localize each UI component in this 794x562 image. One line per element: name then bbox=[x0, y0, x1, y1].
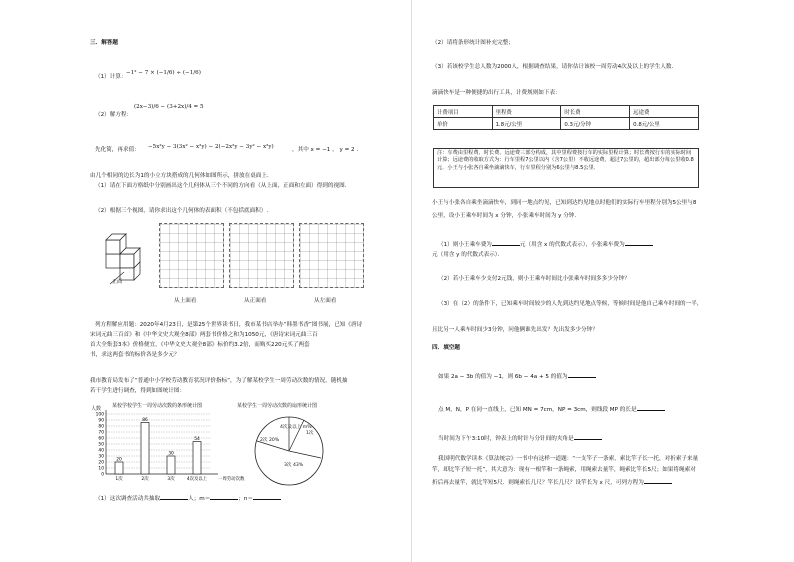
pie-chart-title: 某校学生一周劳动次数的扇形统计图 bbox=[237, 403, 318, 409]
taxi-q1-text: （1）则小王乘车费为 bbox=[438, 242, 492, 248]
fee-note: 注：车费由里程费、时长费、远途费三部分构成，其中里程费按行车的实际里程计算；时长费按行车的实际时间计算；远途费的收取方式为：行车里程7公里以内（含7公里）不收远途费，超过7公里的，超出部分每公里收0.8元．小王与小张各自乘坐滴滴快车，行车里程分别为6公里与8.5公里． bbox=[433, 148, 699, 188]
y-tick-label: 20 bbox=[98, 460, 104, 466]
taxi-line-2: 公里，设小王乘车时间为 x 分钟，小张乘车时间为 y 分钟. bbox=[432, 213, 577, 219]
fee-header-mileage: 里程费 bbox=[492, 106, 561, 118]
cubes-question-1: （1）请在下面方格纸中分别画出这个几何体从三个不同的方向看（从上面，正面和左面）得到的视图． bbox=[95, 183, 351, 189]
pie-label-4plus: 4次及以上 m% bbox=[280, 425, 312, 430]
fee-cell-mileage: 1.8元/公里 bbox=[492, 118, 561, 130]
bar-3次 bbox=[167, 456, 175, 474]
taxi-intro: 滴滴快车是一种便捷的出行工具，计费规则如下表： bbox=[432, 90, 561, 96]
answer-blank[interactable] bbox=[160, 494, 188, 500]
q2-complete-bar: （2）请将条形统计图补充完整； bbox=[432, 40, 514, 46]
fee-cell-unit: 单价 bbox=[434, 118, 493, 130]
grid-top-view[interactable] bbox=[159, 223, 224, 288]
taxi-q3-line-2-text: 且比另一人乘车时间少3 bbox=[432, 327, 492, 333]
bar-chart-title: 某校学校学生一周劳动次数的条形统计图 bbox=[112, 403, 203, 409]
taxi-line-1: 小王与小张各自乘坐滴滴快车，到同一地点约见，已知到达约见地点时他们的实际行车里程分别为5公里与8 bbox=[432, 200, 697, 206]
bar-value-label: 30 bbox=[168, 451, 174, 457]
taxi-q3-line-2 bbox=[432, 327, 598, 334]
fee-table bbox=[433, 105, 699, 130]
fill-q4-line-1: 我国明代数学读本《算法统宗》一书中有这样一道题：“一支竿子一条索，索比竿子长一托，对折索子来量 bbox=[438, 456, 699, 462]
y-tick-label: 50 bbox=[98, 442, 104, 448]
answer-blank[interactable] bbox=[492, 240, 520, 246]
bar-value-label: 86 bbox=[142, 417, 148, 423]
y-tick-label: 80 bbox=[98, 424, 104, 430]
bar-value-label: 54 bbox=[194, 437, 200, 443]
y-tick-label: 90 bbox=[98, 418, 104, 424]
fill-q1 bbox=[438, 372, 596, 381]
fill-q2 bbox=[438, 405, 665, 414]
cubes-intro: 由几个相同的边长为1的小立方块搭成的几何体如图所示，拼放在桌面上． bbox=[90, 173, 273, 179]
simplify-text: 先化简，再求值： bbox=[95, 147, 140, 153]
section-heading-fill: 四．填空题 bbox=[432, 345, 460, 351]
taxi-q2: （2）若小王乘车少支付2元钱，则小王乘车时间比小张乘车时间多多少分钟？ bbox=[438, 276, 630, 282]
labor-line-2: 若干学生进行调查，得到如图统计图： bbox=[90, 388, 186, 394]
caption-top-view: 从上面看 bbox=[174, 298, 197, 304]
q3-estimate: （3）若该校学生总人数为2000人，根据调查结果，请你估计该校一周劳动4次及以上的学生人数． bbox=[432, 64, 678, 70]
front-label: 正面 bbox=[112, 279, 123, 285]
fill-q3-text: 当时间为下午3:10时，钟表上的时针与分针间的夹角是 bbox=[438, 436, 574, 442]
x-tick-label: 1次 bbox=[115, 477, 123, 482]
fill-q4-line-3 bbox=[432, 478, 672, 487]
reading-line-2: 宋词元曲三百首》和《中华文史大观全8部》两套书价格之和为1050元，《唐诗宋词元曲三百 bbox=[90, 332, 318, 338]
y-tick-label: 0 bbox=[101, 472, 104, 478]
solve-label: （2）解方程： bbox=[95, 112, 133, 118]
taxi-q1 bbox=[438, 240, 653, 249]
y-tick-label: 40 bbox=[98, 448, 104, 454]
bar-1次 bbox=[115, 462, 123, 474]
pie-label-1: 1次 bbox=[306, 431, 314, 436]
pie-label-3: 3次 43% bbox=[284, 463, 304, 468]
x-tick-label: 3次 bbox=[167, 477, 175, 482]
y-tick-label: 10 bbox=[98, 466, 104, 472]
reading-line-4: 书，求这两套书的标价各是多少元？ bbox=[90, 352, 180, 358]
labor-question-1-text: （1）这次调查活动共抽取 bbox=[95, 496, 161, 502]
answer-blank[interactable] bbox=[253, 494, 281, 500]
y-tick-label: 70 bbox=[98, 430, 104, 436]
cube-solid-figure bbox=[98, 226, 156, 288]
fee-header-distance: 远途费 bbox=[630, 106, 699, 118]
fill-q4-line-2: 竿，却比竿子短一托”，其大意为：现有一根竿和一条绳索，用绳索去量竿，绳索比竿长5尺；如果将绳索对 bbox=[432, 467, 696, 473]
grid-left-view[interactable] bbox=[299, 223, 364, 288]
calc-expression: −1² − 7 × (−1/6) ÷ (−1/6) bbox=[126, 70, 201, 76]
x-tick-label: 2次 bbox=[141, 477, 149, 482]
solve-expression: (2x−3)/6 − (3+2x)/4 = 5 bbox=[134, 104, 204, 110]
answer-blank[interactable] bbox=[574, 434, 602, 440]
bar-value-label: 20 bbox=[116, 457, 122, 463]
bar-chart bbox=[88, 410, 245, 486]
taxi-q3-line-1: （3）在（2）的条件下，已知乘车时间较少的人先到达约见地点等候，等候时间是他自己乘车时间的一半， bbox=[438, 301, 703, 307]
reading-line-3: 首大全集套3本》价格便宜，《中华文史大观全8部》标价约3.2倍，而购买220元买了两套 bbox=[90, 342, 310, 348]
fee-cell-time: 0.3元/分钟 bbox=[561, 118, 630, 130]
fill-q3 bbox=[438, 434, 602, 443]
answer-blank[interactable] bbox=[644, 478, 672, 484]
y-tick-label: 30 bbox=[98, 454, 104, 460]
bar-2次 bbox=[141, 422, 149, 474]
simplify-expression: −5x²y − 3(3x² − x²y) − 2(−2x²y − 3y² − x²y) bbox=[148, 144, 274, 150]
bar-4次及以上 bbox=[193, 442, 201, 474]
fill-q4-line-3-text: 折后再去量竿，就比竿短5尺．则绳索长几尺？竿长几尺？设竿长为 x 尺，可列方程为 bbox=[432, 480, 644, 486]
answer-blank[interactable] bbox=[568, 372, 596, 378]
labor-question-1-end: ；n＝ bbox=[238, 496, 254, 502]
fee-header-time: 时长费 bbox=[561, 106, 630, 118]
answer-blank[interactable] bbox=[210, 494, 238, 500]
calc-label: （1）计算： bbox=[95, 74, 127, 80]
bar-y-axis-label: 人数 bbox=[91, 406, 102, 412]
labor-line-1: 我市教育局发布了“普通中小学校劳动教育状况评价指标”，为了解某校学生一周劳动次数的情况，随机抽 bbox=[90, 378, 348, 384]
cubes-question-2: （2）根据三个视图，请你求出这个几何体的表面积（不包括底面积）. bbox=[95, 208, 269, 214]
labor-question-1 bbox=[95, 494, 281, 503]
caption-front-view: 从正面看 bbox=[244, 298, 267, 304]
reading-line-1: 列方程解应用题：2020年4月23日，是第25个世界读书日，我市某书店举办“韩墨书香”图书展，已知《唐诗 bbox=[95, 322, 363, 328]
y-tick-label: 60 bbox=[98, 436, 104, 442]
taxi-q3-line-2-tail: 分钟，问他俩谁先出发？先出发多少分钟？ bbox=[491, 327, 598, 333]
x-axis-label: 一周劳动次数 bbox=[218, 477, 245, 482]
simplify-condition: ，其中 x = −1 ， y = 2 . bbox=[292, 147, 359, 153]
labor-question-1-mid: 人；m＝ bbox=[188, 496, 211, 502]
column-divider bbox=[411, 0, 412, 562]
pie-label-2: 2次 20% bbox=[260, 438, 280, 443]
taxi-q1-mid: 元（用含 x 的代数式表示），小张乘车费为 bbox=[519, 242, 625, 248]
y-tick-label: 100 bbox=[95, 412, 104, 418]
fee-header-item: 计费项目 bbox=[434, 106, 493, 118]
x-tick-label: 4次及以上 bbox=[186, 477, 208, 482]
section-heading-solutions: 三．解答题 bbox=[90, 40, 118, 46]
fee-cell-distance: 0.8元/公里 bbox=[630, 118, 699, 130]
answer-blank[interactable] bbox=[625, 240, 653, 246]
fill-q1-text: 如果 2a − 3b 的值为 −1，则 6b − 4a + 5 的值为 bbox=[438, 374, 568, 380]
fill-q2-text: 点 M，N，P 在同一直线上，已知 MN = 7cm，NP = 3cm，则线段 MP 的长是 bbox=[438, 407, 637, 413]
taxi-q1-end: 元（用含 y 的代数式表示）． bbox=[432, 252, 504, 258]
caption-left-view: 从左面看 bbox=[314, 298, 337, 304]
grid-front-view[interactable] bbox=[229, 223, 294, 288]
answer-blank[interactable] bbox=[637, 405, 665, 411]
